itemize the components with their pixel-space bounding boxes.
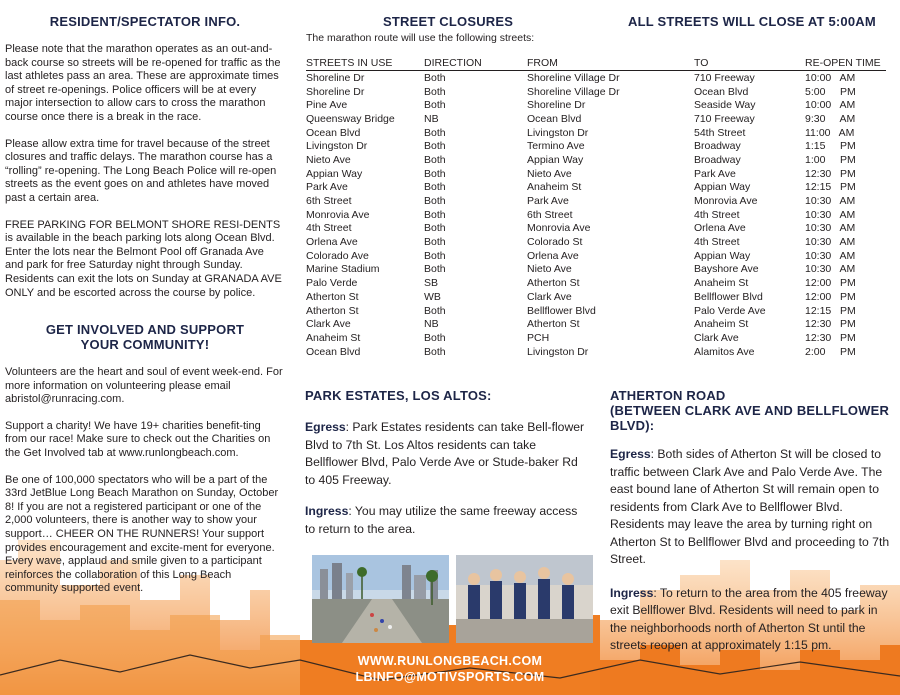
park-estates-section xyxy=(305,388,590,538)
direction-cell: Both xyxy=(424,126,446,139)
from-cell: Nieto Ave xyxy=(527,167,572,180)
ingress-text: : To return to the area from the 405 freeway exit Bellflower Blvd. Residents will need to park in the neighborhoods north of Atherton St until the streets reopen at approximately 1:15 pm. xyxy=(610,585,888,652)
atherton-ingress xyxy=(610,585,892,655)
direction-cell: Both xyxy=(424,153,446,166)
reopen-time-cell: 1:00 PM xyxy=(805,153,856,166)
reopen-time-cell: 12:30 PM xyxy=(805,167,856,180)
all-streets-close-notice: ALL STREETS WILL CLOSE AT 5:00AM xyxy=(628,14,876,29)
column-header: DIRECTION xyxy=(424,56,527,71)
column-header: STREETS IN USE xyxy=(306,56,424,71)
from-cell: Orlena Ave xyxy=(527,249,579,262)
to-cell: Clark Ave xyxy=(694,331,739,344)
atherton-heading xyxy=(610,388,892,433)
from-cell: Shoreline Village Dr xyxy=(527,85,620,98)
from-cell: Ocean Blvd xyxy=(527,112,582,125)
closures-heading: STREET CLOSURES xyxy=(383,14,514,29)
street-cell: Queensway Bridge xyxy=(306,112,395,125)
direction-cell: NB xyxy=(424,318,439,331)
reopen-time-cell: 10:30 AM xyxy=(805,208,856,221)
table-row xyxy=(306,276,886,290)
street-cell: Anaheim St xyxy=(306,331,361,344)
ingress-label: Ingress xyxy=(305,504,349,518)
from-cell: Nieto Ave xyxy=(527,263,572,276)
to-cell: Anaheim St xyxy=(694,318,749,331)
website-link[interactable]: WWW.RUNLONGBEACH.COM xyxy=(357,654,543,668)
table-row xyxy=(306,112,886,126)
from-cell: Bellflower Blvd xyxy=(527,304,596,317)
closures-subheading: The marathon route will use the following streets: xyxy=(306,32,535,44)
atherton-section xyxy=(610,388,892,655)
street-cell: Nieto Ave xyxy=(306,153,351,166)
direction-cell: Both xyxy=(424,345,446,358)
ingress-label: Ingress xyxy=(610,585,654,600)
table-row xyxy=(306,235,886,249)
direction-cell: NB xyxy=(424,112,439,125)
street-cell: Ocean Blvd xyxy=(306,345,361,358)
city-photo-image xyxy=(312,555,449,643)
direction-cell: Both xyxy=(424,195,446,208)
street-cell: Appian Way xyxy=(306,167,363,180)
egress-text: : Park Estates residents can take Bell-flower Blvd to 7th St. Los Altos residents can take Bellflower Blvd, Palo Verde Ave or Stude-baker Rd to 405 Freeway. xyxy=(305,420,585,487)
direction-cell: Both xyxy=(424,249,446,262)
table-row xyxy=(306,194,886,208)
resident-paragraph-2: Please allow extra time for travel because of the street closures and traffic delays. The marathon course has a “rolling” re-opening. The Long Beach Police will re-open streets as the event goes on and athletes have moved past a certain area. xyxy=(5,137,277,204)
street-cell: Colorado Ave xyxy=(306,249,369,262)
table-row xyxy=(306,71,886,85)
to-cell: Orlena Ave xyxy=(694,222,746,235)
from-cell: Termino Ave xyxy=(527,140,585,153)
table-row xyxy=(306,249,886,263)
reopen-time-cell: 10:30 AM xyxy=(805,222,856,235)
reopen-time-cell: 2:00 PM xyxy=(805,345,856,358)
table-row xyxy=(306,331,886,345)
reopen-time-cell: 12:00 PM xyxy=(805,277,856,290)
from-cell: Livingston Dr xyxy=(527,345,589,358)
street-cell: Pine Ave xyxy=(306,99,348,112)
to-cell: Monrovia Ave xyxy=(694,195,758,208)
column-header: FROM xyxy=(527,56,694,71)
to-cell: Ocean Blvd xyxy=(694,85,749,98)
from-cell: Clark Ave xyxy=(527,290,572,303)
atherton-egress xyxy=(610,446,892,569)
from-cell: Shoreline Village Dr xyxy=(527,71,620,84)
table-row xyxy=(306,345,886,359)
from-cell: 6th Street xyxy=(527,208,573,221)
involved-heading-line1: GET INVOLVED AND SUPPORT xyxy=(45,322,245,338)
park-estates-ingress xyxy=(305,503,590,538)
reopen-time-cell: 10:30 AM xyxy=(805,263,856,276)
from-cell: Atherton St xyxy=(527,318,580,331)
from-cell: Monrovia Ave xyxy=(527,222,591,235)
table-row xyxy=(306,85,886,99)
direction-cell: WB xyxy=(424,290,441,303)
table-row xyxy=(306,290,886,304)
email-link[interactable]: LBINFO@MOTIVSPORTS.COM xyxy=(355,670,545,684)
from-cell: Livingston Dr xyxy=(527,126,589,139)
to-cell: Broadway xyxy=(694,153,741,166)
marathon-city-photo xyxy=(312,555,449,643)
street-cell: Livingston Dr xyxy=(306,140,368,153)
park-estates-egress xyxy=(305,419,590,489)
from-cell: PCH xyxy=(527,331,550,344)
direction-cell: Both xyxy=(424,85,446,98)
street-cell: Park Ave xyxy=(306,181,348,194)
table-row xyxy=(306,167,886,181)
table-row xyxy=(306,126,886,140)
reopen-time-cell: 1:15 PM xyxy=(805,140,856,153)
table-row xyxy=(306,181,886,195)
direction-cell: Both xyxy=(424,263,446,276)
park-estates-heading: PARK ESTATES, LOS ALTOS: xyxy=(305,388,492,403)
direction-cell: Both xyxy=(424,71,446,84)
to-cell: Broadway xyxy=(694,140,741,153)
street-cell: Clark Ave xyxy=(306,318,351,331)
involved-heading xyxy=(5,322,285,352)
from-cell: Park Ave xyxy=(527,195,569,208)
column-header: RE-OPEN TIME xyxy=(805,56,886,71)
reopen-time-cell: 12:30 PM xyxy=(805,331,856,344)
from-cell: Shoreline Dr xyxy=(527,99,586,112)
direction-cell: Both xyxy=(424,99,446,112)
table-row xyxy=(306,222,886,236)
atherton-heading-line1: ATHERTON ROAD xyxy=(610,388,726,403)
left-column xyxy=(5,10,285,609)
cheerleaders-photo xyxy=(456,555,593,643)
direction-cell: Both xyxy=(424,181,446,194)
from-cell: Anaheim St xyxy=(527,181,582,194)
to-cell: Appian Way xyxy=(694,181,751,194)
direction-cell: Both xyxy=(424,208,446,221)
reopen-time-cell: 10:00 AM xyxy=(805,71,856,84)
egress-text: : Both sides of Atherton St will be closed to traffic between Clark Ave and Palo Verde Ave. The east bound lane of Atherton St will remain open to residents from Clark Ave to Bellflower Blvd. Residents may leave the area by turning right on Atherton St to Bellflower Blvd and proceeding to 7th Street. xyxy=(610,447,890,566)
table-row xyxy=(306,317,886,331)
to-cell: Appian Way xyxy=(694,249,751,262)
street-cell: Atherton St xyxy=(306,290,359,303)
reopen-time-cell: 5:00 PM xyxy=(805,85,856,98)
egress-label: Egress xyxy=(610,447,651,461)
involved-paragraph-3: Be one of 100,000 spectators who will be a part of the 33rd JetBlue Long Beach Marathon on Sunday, October 8! If you are not a registered participant or one of the 2,000 volunteers, there is another way to show your support… CHEER ON THE RUNNERS! Your support provides encouragement and excite-ment for everyone. Every wave, applaud and smile given to a participant reinforces the collaboration of this Long Beach community supported event. xyxy=(5,473,279,595)
to-cell: 54th Street xyxy=(694,126,746,139)
resident-paragraph-1: Please note that the marathon operates as an out-and-back course so streets will be re-opened for traffic as the last athletes pass an area. These are approximate times of street re-openings. Police officers will be at every major intersection to allow cars to cross the marathon course once there is a break in the race. xyxy=(5,43,281,123)
table-row xyxy=(306,208,886,222)
atherton-heading-line3: BLVD): xyxy=(610,418,655,433)
table-row xyxy=(306,153,886,167)
reopen-time-cell: 10:00 AM xyxy=(805,99,856,112)
atherton-heading-line2: (BETWEEN CLARK AVE AND BELLFLOWER xyxy=(610,403,890,418)
street-closures-table xyxy=(306,56,886,358)
reopen-time-cell: 10:30 AM xyxy=(805,236,856,249)
involved-heading-line2: YOUR COMMUNITY! xyxy=(80,337,210,353)
from-cell: Atherton St xyxy=(527,277,580,290)
to-cell: Anaheim St xyxy=(694,277,749,290)
resident-paragraph-3: FREE PARKING FOR BELMONT SHORE RESI-DENTS is available in the beach parking lots along Ocean Blvd. Enter the lots near the Belmont Pool off Granada Ave and park for free Saturday night through Sunday. Residents can exit the lots on Sunday at GRANADA AVE ONLY and be escorted across the course by police. xyxy=(5,218,282,299)
to-cell: Palo Verde Ave xyxy=(694,304,766,317)
egress-label: Egress xyxy=(305,420,346,434)
direction-cell: Both xyxy=(424,236,446,249)
street-cell: Shoreline Dr xyxy=(306,71,365,84)
direction-cell: Both xyxy=(424,140,446,153)
from-cell: Appian Way xyxy=(527,153,584,166)
involved-paragraph-2: Support a charity! We have 19+ charities benefit-ting from our race! Make sure to check out the Charities on the Get Involved tab at www.runlongbeach.com. xyxy=(5,419,271,460)
ingress-text: : You may utilize the same freeway access to return to the area. xyxy=(305,504,578,536)
column-header: TO xyxy=(694,56,805,71)
street-cell: Shoreline Dr xyxy=(306,85,365,98)
to-cell: Park Ave xyxy=(694,167,736,180)
street-cell: Palo Verde xyxy=(306,277,358,290)
reopen-time-cell: 11:00 AM xyxy=(805,126,855,139)
reopen-time-cell: 12:15 PM xyxy=(805,304,856,317)
table-row xyxy=(306,263,886,277)
reopen-time-cell: 12:00 PM xyxy=(805,290,856,303)
to-cell: 710 Freeway xyxy=(694,112,755,125)
street-cell: Monrovia Ave xyxy=(306,208,370,221)
street-cell: Marine Stadium xyxy=(306,263,380,276)
to-cell: Alamitos Ave xyxy=(694,345,755,358)
resident-heading: RESIDENT/SPECTATOR INFO. xyxy=(49,14,241,29)
street-cell: 4th Street xyxy=(306,222,352,235)
from-cell: Colorado St xyxy=(527,236,583,249)
street-closures-body xyxy=(306,71,886,359)
reopen-time-cell: 12:15 PM xyxy=(805,181,856,194)
to-cell: Seaside Way xyxy=(694,99,756,112)
direction-cell: Both xyxy=(424,304,446,317)
involved-paragraph-1: Volunteers are the heart and soul of event week-end. For more information on volunteering please email abristol@runracing.com. xyxy=(5,366,283,406)
reopen-time-cell: 12:30 PM xyxy=(805,318,856,331)
street-cell: Atherton St xyxy=(306,304,359,317)
street-cell: Ocean Blvd xyxy=(306,126,361,139)
cheer-photo-image xyxy=(456,555,593,643)
table-row xyxy=(306,304,886,318)
street-cell: Orlena Ave xyxy=(306,236,358,249)
to-cell: Bellflower Blvd xyxy=(694,290,763,303)
street-cell: 6th Street xyxy=(306,195,352,208)
reopen-time-cell: 10:30 AM xyxy=(805,195,856,208)
direction-cell: Both xyxy=(424,167,446,180)
to-cell: Bayshore Ave xyxy=(694,263,759,276)
to-cell: 4th Street xyxy=(694,208,740,221)
table-row xyxy=(306,98,886,112)
reopen-time-cell: 10:30 AM xyxy=(805,249,856,262)
to-cell: 710 Freeway xyxy=(694,71,755,84)
direction-cell: SB xyxy=(424,277,439,290)
table-header-row xyxy=(306,56,886,71)
to-cell: 4th Street xyxy=(694,236,740,249)
direction-cell: Both xyxy=(424,331,446,344)
reopen-time-cell: 9:30 AM xyxy=(805,112,856,125)
table-row xyxy=(306,139,886,153)
direction-cell: Both xyxy=(424,222,446,235)
